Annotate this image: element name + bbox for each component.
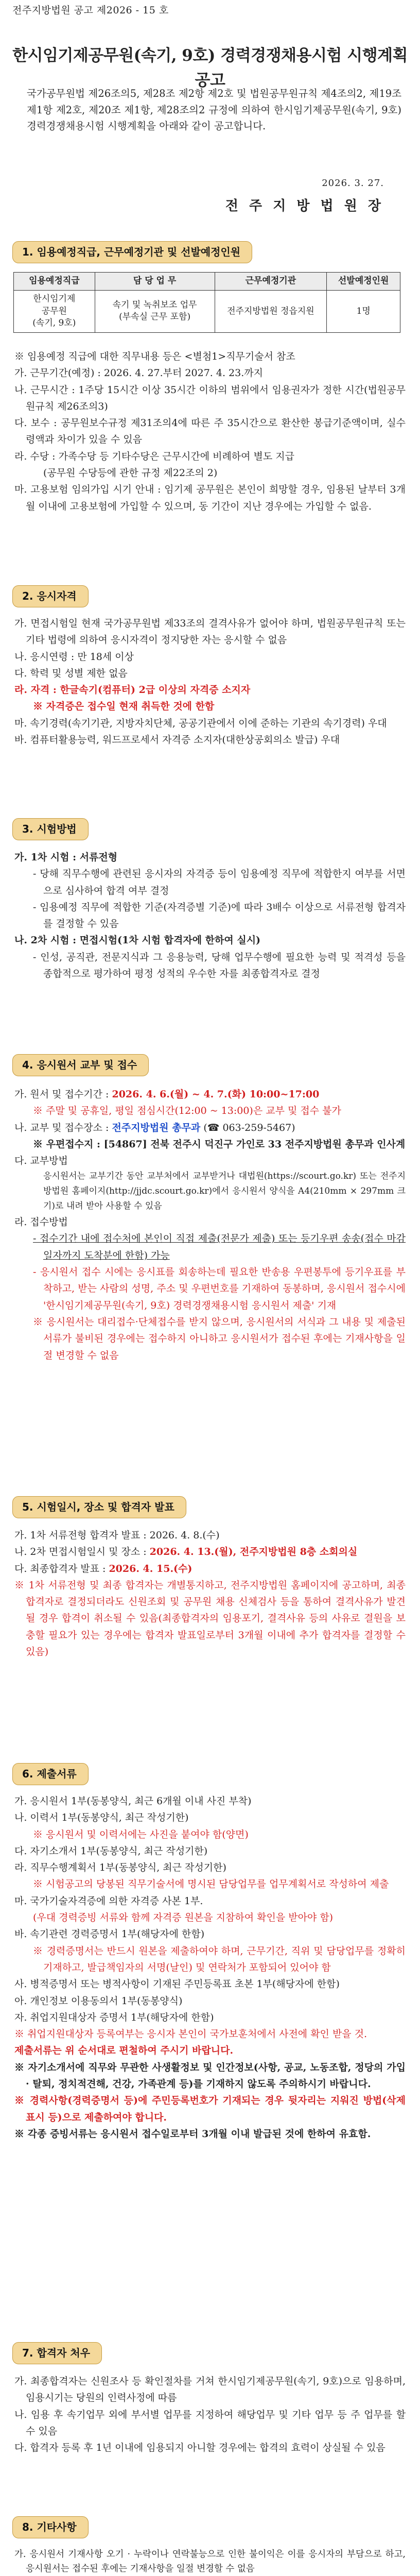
intro-paragraph: 국가공무원법 제26조의5, 제28조 제2항 제2호 및 법원공무원규칙 제4조의2, 제19조 제1항 제2호, 제20조 제1항, 제28조의2 규정에 의하여 한시임기제공무원(속기, 9호) 경력경쟁채용시험 시행계획을 아래와 같이 공고합니다. <box>27 88 401 132</box>
page-title: 한시임기제공무원(속기, 9호) 경력경쟁채용시험 시행계획 공고 <box>12 46 408 90</box>
section-heading-8: 8. 기타사항 <box>12 2516 89 2538</box>
section-heading-5: 5. 시험일시, 장소 및 합격자 발표 <box>12 1496 186 1518</box>
table-header: 근무예정기관 <box>215 273 327 291</box>
section-1-body: ※ 임용예정 직급에 대한 직무내용 등은 <별첨1>직무기술서 참조 가. 근무기간(예정) : 2026. 4. 27.부터 2027. 4. 23.까지 나. 근무시간 : 1주당 15시간 이상 35시간 이하의 범위에서 임용권자가 정한 시간(법원공무원규칙 제26조의3) 다. 보수 : 공무원보수규정 제31조의4에 따른 주 35시간으로 환산한 봉급기준액이며, 실수령액과 차이가 있을 수 있음 라. 수당 : 가족수당 등 기타수당은 근무시간에 비례하여 별도 지급 (공무원 수당등에 관한 규정 제22조의 2) 마. 고용보험 임의가입 시기 안내 : 임기제 공무원은 본인이 희망할 경우, 임용된 날부터 3개월 이내에 고용보험에 가입할 수 있으며, 동 기간이 지난 경우에는 가입할 수 없음. <box>14 351 406 512</box>
section-2-body: 가. 면접시험일 현재 국가공무원법 제33조의 결격사유가 없어야 하며, 법원공무원규칙 또는 기타 법령에 의하여 응시자격이 정지당한 자는 응시할 수 없음 나. 응시연령 : 만 18세 이상 다. 학력 및 성별 제한 없음 라. 자격 : 한글속기(컴퓨터) 2급 이상의 자격증 소지자 ※ 자격증은 접수일 현재 취득한 것에 한함 마. 속기경력(속기기관, 지방자치단체, 공공기관에서 이에 준하는 기관의 속기경력) 우대 바. 컴퓨터활용능력, 워드프로세서 자격증 소지자(대한상공회의소 발급) 우대 <box>14 618 406 746</box>
table-header: 임용예정직급 <box>14 273 95 291</box>
issuer: 전 주 지 방 법 원 장 <box>225 198 384 214</box>
section-4-body: 가. 원서 및 접수기간 : 2026. 4. 6.(월) ~ 4. 7.(화) 10:00~17:00 ※ 주말 및 공휴일, 평일 점심시간(12:00 ~ 13:00)은 교부 및 접수 불가 나. 교부 및 접수장소 : 전주지방법원 총무과 (☎ 063-259-5467) ※ 우편접수지 : [54867] 전북 전주시 덕진구 가인로 33 전주지방법원 총무과 인사계 다. 교부방법 응시원서는 교부기간 동안 교부처에서 교부받거나 대법원(https://scourt.go.kr) 또는 전주지방법원 홈페이지(http://jjdc.scourt.go.kr)에서 응시원서 양식을 A4(210mm × 297mm 크기)로 내려 받아 사용할 수 있음 라. 접수방법 - 접수기간 내에 접수처에 본인이 직접 제출(전문가 제출) 또는 등기우편 송송(접수 마감일자까지 도착분에 한함) 가능 - 응시원서 접수 시에는 응시표를 회송하는데 필요한 반송용 우편봉투에 등기우표를 부착하고, 받는 사람의 성명, 주소 및 우편번호를 기재하여 동봉하며, 응시원서 접수시에 '한시임기제공무원(속기, 9호) 경력경쟁채용시험 응시원서 제출' 기재 ※ 응시원서는 대리접수·단체접수를 받지 않으며, 응시원서의 서식과 그 내용 및 제출된 서류가 불비된 경우에는 접수하지 아니하고 응시원서가 접수된 후에는 기재사항을 일절 변경할 수 없음 <box>14 1089 406 1361</box>
section-5-body: 가. 1차 서류전형 합격자 발표 : 2026. 4. 8.(수) 나. 2차 면접시험일시 및 장소 : 2026. 4. 13.(월), 전주지방법원 8층 소회의실 다. 최종합격자 발표 : 2026. 4. 15.(수) ※ 1차 서류전형 및 최종 합격자는 개별통지하고, 전주지방법원 홈페이지에 공고하며, 최종합격자로 결정되더라도 신원조회 및 공무원 채용 신체검사 등을 통하여 결격사유가 발견될 경우 합격이 취소될 수 있음(최종합격자의 임용포기, 결격사유 등의 사유로 결원을 보충할 필요가 있는 경우에는 합격자 발표일로부터 3개월 이내에 추가 합격자를 결정할 수 있음) <box>14 1530 406 1658</box>
section-heading-3: 3. 시험방법 <box>12 818 89 840</box>
notice-number: 전주지방법원 공고 제2026 - 15 호 <box>12 5 169 16</box>
section-heading-1: 1. 임용예정직급, 근무예정기관 및 선발예정인원 <box>12 241 252 263</box>
table-cell-org: 전주지방법원 정읍지원 <box>215 290 327 332</box>
table-cell-duty: 속기 및 녹취보조 업무 (부속실 근무 포함) <box>95 290 215 332</box>
section-7-body: 가. 최종합격자는 신원조사 등 확인절차를 거쳐 한시임기제공무원(속기, 9호)으로 임용하며, 임용시기는 당원의 인력사정에 따름 나. 임용 후 속기업무 외에 부서별 업무를 지정하여 해당업무 및 기타 업무 등 주 업무를 할 수 있음 다. 합격자 등록 후 1년 이내에 임용되지 아니할 경우에는 합격의 효력이 상실될 수 있음 <box>14 2376 406 2454</box>
table-row <box>14 290 400 332</box>
recruitment-table <box>13 272 400 333</box>
table-header-row <box>14 273 400 291</box>
table-cell-grade: 한시임기제 공무원 (속기, 9호) <box>14 290 95 332</box>
table-header: 담 당 업 무 <box>95 273 215 291</box>
section-8-body: 가. 응시원서 기재사항 오기 · 누락이나 연락불능으로 인한 불이익은 이를 응시자의 부담으로 하고, 응시원서는 접수된 후에는 기재사항을 일절 변경할 수 없음 <box>14 2549 406 2574</box>
notice-date: 2026. 3. 27. <box>322 178 384 189</box>
section-heading-7: 7. 합격자 처우 <box>12 2342 102 2364</box>
section-6-body: 가. 응시원서 1부(동봉양식, 최근 6개월 이내 사진 부착) 나. 이력서 1부(동봉양식, 최근 작성기한) ※ 응시원서 및 이력서에는 사진을 붙여야 함(양면) 다. 자기소개서 1부(동봉양식, 최근 작성기한) 라. 직무수행계획서 1부(동봉양식, 최근 작성기한) ※ 시험공고의 당봉된 직무기술서에 명시된 담당업무를 업무계획서로 작성하여 제출 마. 국가기술자격증에 의한 자격증 사본 1부. (우대 경력증빙 서류와 함께 자격증 원본을 지참하여 확인을 받아야 함) 바. 속기관련 경력증명서 1부(해당자에 한함) ※ 경력증명서는 반드시 원본을 제출하여야 하며, 근무기간, 직위 및 담당업무를 정확히 기재하고, 발급책임자의 서명(날인) 및 연락처가 포함되어 있어야 함 사. 병적증명서 또는 병적사항이 기재된 주민등록표 초본 1부(해당자에 한함) 아. 개인정보 이용동의서 1부(동봉양식) 자. 취업지원대상자 증명서 1부(해당자에 한함) ※ 취업지원대상자 등록여부는 응시자 본인이 국가보훈처에서 사전에 확인 받을 것. 제출서류는 위 순서대로 편철하여 주시기 바랍니다. ※ 자기소개서에 직무와 무관한 사생활정보 및 인간정보(사항, 공교, 노동조합, 정당의 가입 · 탈퇴, 정치적견해, 건강, 가족관계 등)를 기재하지 않도록 주의하시기 바랍니다. ※ 경력사항(경력증명서 등)에 주민등록번호가 기재되는 경우 뒷자리는 지워진 방법(삭제 표시 등)으로 제출하여야 합니다. ※ 각종 증빙서류는 응시원서 접수일로부터 3개월 이내 발급된 것에 한하여 유효함. <box>14 1795 406 2140</box>
section-heading-4: 4. 응시원서 교부 및 접수 <box>12 1054 149 1076</box>
section-heading-2: 2. 응시자격 <box>12 585 89 607</box>
table-cell-count: 1명 <box>327 290 400 332</box>
section-3-body: 가. 1차 시험 : 서류전형 - 당해 직무수행에 관련된 응시자의 자격증 등이 임용예정 직무에 적합한지 여부를 서면으로 심사하여 합격 여부 결정 - 임용예정 직무에 적합한 기준(자격증별 기준)에 따라 3배수 이상으로 서류전형 합격자를 결정할 수 있음 나. 2차 시험 : 면접시험(1차 시험 합격자에 한하여 실시) - 인성, 공직관, 전문지식과 그 응용능력, 당해 업무수행에 필요한 능력 및 적격성 등을 종합적으로 평가하여 평정 성적의 우수한 자를 최종합격자로 결정 <box>14 852 406 980</box>
table-header: 선발예정인원 <box>327 273 400 291</box>
section-heading-6: 6. 제출서류 <box>12 1763 89 1785</box>
